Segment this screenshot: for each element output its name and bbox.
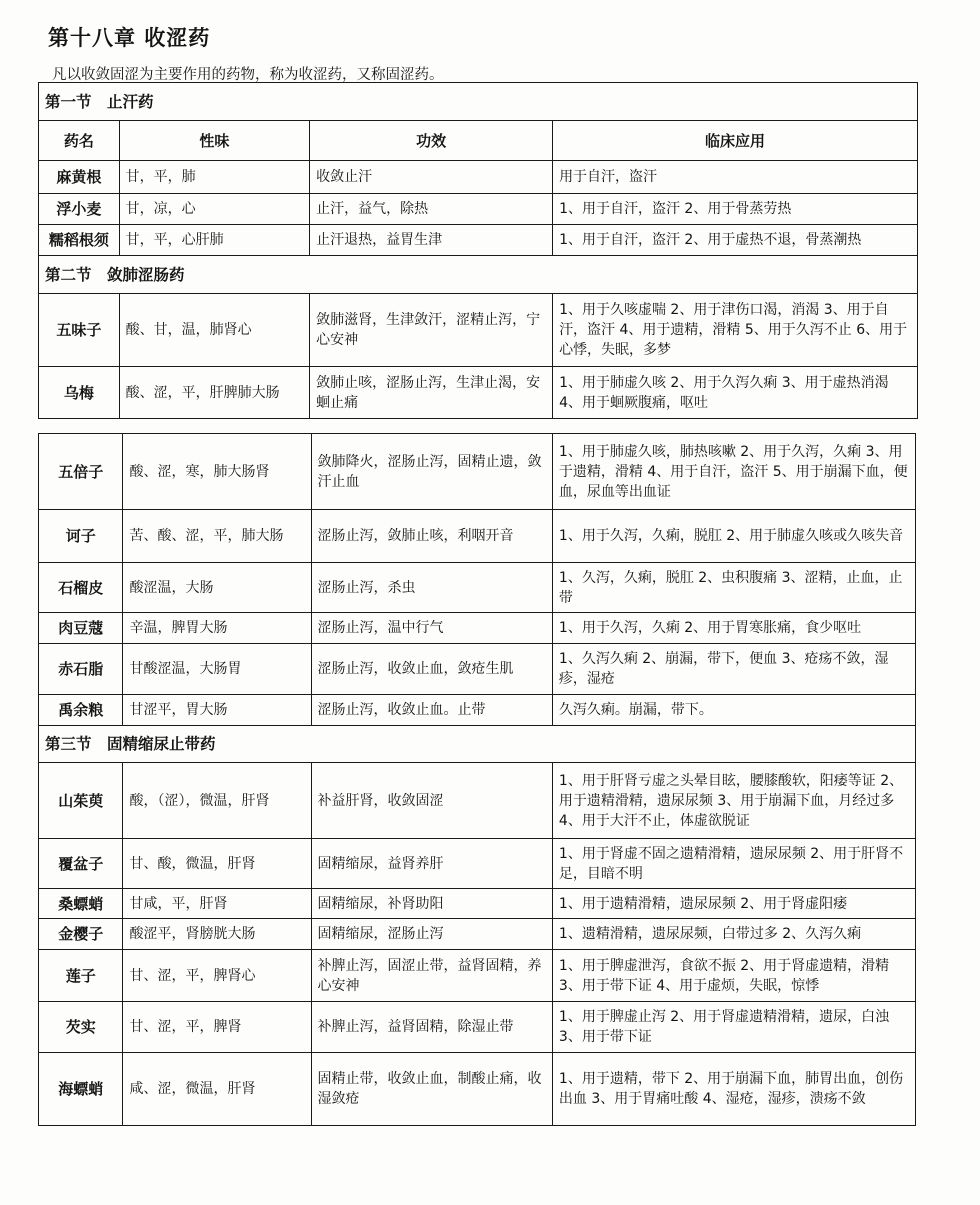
table-row	[39, 763, 916, 839]
herb-usage-text: 1、用于肝肾亏虚之头晕目眩，腰膝酸软，阳痿等证 2、用于遗精滑精，遗尿尿频 3、用于崩漏下血，月经过多 4、用于大汗不止，体虚欲脱证	[558, 772, 904, 829]
herb-nature: 酸，（涩），微温，肝肾	[123, 763, 311, 839]
herb-name: 诃子	[39, 510, 123, 563]
herb-nature: 酸、甘，温，肺肾心	[119, 294, 310, 367]
herb-name: 糯稻根须	[39, 225, 120, 256]
table-row	[39, 695, 916, 726]
table-row	[39, 839, 916, 889]
herb-name: 肉豆蔻	[39, 613, 123, 644]
herb-usage: 1、用于自汗，盗汗 2、用于骨蒸劳热	[553, 194, 918, 225]
table-row	[39, 1053, 916, 1126]
herb-effect: 涩肠止泻，杀虫	[311, 563, 552, 613]
herb-effect: 涩肠止泻，温中行气	[311, 613, 552, 644]
herb-usage: 1、久泻久痢 2、崩漏，带下，便血 3、疮疡不敛，湿疹，湿疮	[552, 644, 915, 695]
section-header-row	[39, 83, 918, 121]
chapter-title: 第十八章 收涩药	[48, 26, 211, 50]
herb-nature: 苦、酸、涩，平，肺大肠	[123, 510, 311, 563]
herb-name: 海螵蛸	[39, 1053, 123, 1126]
herb-usage-text: 1、用于遗精，带下 2、用于崩漏下血，肺胃出血，创伤出血 3、用于胃痛吐酸 4、湿疮，湿疹，溃疡不敛	[558, 1071, 904, 1107]
herb-name: 石榴皮	[39, 563, 123, 613]
column-header-effect: 功效	[310, 121, 553, 161]
herb-name: 赤石脂	[39, 644, 123, 695]
table-row	[39, 225, 918, 256]
herb-usage	[552, 763, 915, 839]
column-header-usage: 临床应用	[553, 121, 918, 161]
herb-effect: 补脾止泻，固涩止带，益肾固精，养心安神	[311, 950, 552, 1002]
herb-name: 五味子	[39, 294, 120, 367]
herb-usage: 1、用于肾虚不固之遗精滑精，遗尿尿频 2、用于肝肾不足，目暗不明	[552, 839, 915, 889]
herb-usage: 1、用于脾虚泄泻，食欲不振 2、用于肾虚遗精，滑精 3、用于带下证 4、用于虚烦，失眠，惊悸	[552, 950, 915, 1002]
herb-name: 浮小麦	[39, 194, 120, 225]
herb-name: 芡实	[39, 1002, 123, 1053]
table-row	[39, 367, 918, 419]
table-row	[39, 644, 916, 695]
herb-effect: 固精止带，收敛止血，制酸止痛，收湿敛疮	[311, 1053, 552, 1126]
herb-effect: 固精缩尿，涩肠止泻	[311, 919, 552, 950]
herb-name: 桑螵蛸	[39, 889, 123, 919]
herb-effect: 敛肺降火，涩肠止泻，固精止遗，敛汗止血	[311, 434, 552, 510]
herb-name: 乌梅	[39, 367, 120, 419]
herb-name: 麻黄根	[39, 161, 120, 194]
herb-effect: 敛肺滋肾，生津敛汗，涩精止泻，宁心安神	[310, 294, 553, 367]
table-row	[39, 613, 916, 644]
herb-nature: 甘、涩，平，脾肾	[123, 1002, 311, 1053]
table-row	[39, 889, 916, 919]
herb-usage-text: 1、用于肺虚久咳，肺热咳嗽 2、用于久泻，久痢 3、用于遗精，滑精 4、用于自汗，盗汗 5、用于崩漏下血，便血，尿血等出血证	[558, 443, 908, 500]
herb-usage	[552, 434, 915, 510]
herb-name: 山茱萸	[39, 763, 123, 839]
herb-effect: 止汗，益气，除热	[310, 194, 553, 225]
column-header-name: 药名	[39, 121, 120, 161]
herb-usage: 1、用于久泻，久痢，脱肛 2、用于肺虚久咳或久咳失音	[552, 510, 915, 563]
herb-usage: 久泻久痢。崩漏，带下。	[552, 695, 915, 726]
herb-nature: 酸涩平，肾膀胱大肠	[123, 919, 311, 950]
herb-usage: 1、用于自汗，盗汗 2、用于虚热不退，骨蒸潮热	[553, 225, 918, 256]
herb-nature: 甘涩平，胃大肠	[123, 695, 311, 726]
herb-nature: 甘、涩，平，脾肾心	[123, 950, 311, 1002]
herb-nature: 酸、涩，平，肝脾肺大肠	[119, 367, 310, 419]
herb-nature: 甘咸，平，肝肾	[123, 889, 311, 919]
section-header-row	[39, 256, 918, 294]
herb-name: 金樱子	[39, 919, 123, 950]
herb-name: 禹余粮	[39, 695, 123, 726]
herb-nature: 酸涩温，大肠	[123, 563, 311, 613]
table-row	[39, 294, 918, 367]
herb-nature: 甘，平，肺	[119, 161, 310, 194]
herb-effect: 止汗退热，益胃生津	[310, 225, 553, 256]
herb-effect: 固精缩尿，补肾助阳	[311, 889, 552, 919]
herb-usage	[553, 294, 918, 367]
herb-nature: 甘，平，心肝肺	[119, 225, 310, 256]
herb-usage: 1、用于久泻，久痢 2、用于胃寒胀痛，食少呕吐	[552, 613, 915, 644]
herb-table-upper	[38, 82, 918, 419]
herb-name: 莲子	[39, 950, 123, 1002]
herb-effect: 固精缩尿，益肾养肝	[311, 839, 552, 889]
table-row	[39, 194, 918, 225]
table-row	[39, 161, 918, 194]
table-row	[39, 434, 916, 510]
section-header-row	[39, 726, 916, 763]
table-row	[39, 1002, 916, 1053]
herb-usage: 1、久泻，久痢，脱肛 2、虫积腹痛 3、涩精，止血，止带	[552, 563, 915, 613]
section-title: 第二节 敛肺涩肠药	[39, 256, 918, 294]
herb-effect: 补脾止泻，益肾固精，除湿止带	[311, 1002, 552, 1053]
table-row	[39, 510, 916, 563]
herb-name: 覆盆子	[39, 839, 123, 889]
table-row	[39, 950, 916, 1002]
herb-usage: 1、遗精滑精，遗尿尿频，白带过多 2、久泻久痢	[552, 919, 915, 950]
section-title: 第一节 止汗药	[39, 83, 918, 121]
herb-effect: 涩肠止泻，收敛止血，敛疮生肌	[311, 644, 552, 695]
section-title: 第三节 固精缩尿止带药	[39, 726, 916, 763]
herb-nature: 甘、酸，微温，肝肾	[123, 839, 311, 889]
herb-effect: 涩肠止泻，收敛止血。止带	[311, 695, 552, 726]
herb-usage	[552, 1053, 915, 1126]
herb-nature: 咸、涩，微温，肝肾	[123, 1053, 311, 1126]
herb-table-lower	[38, 433, 916, 1126]
table-row	[39, 563, 916, 613]
herb-nature: 甘，凉，心	[119, 194, 310, 225]
herb-usage: 用于自汗，盗汗	[553, 161, 918, 194]
column-header-nature: 性味	[119, 121, 310, 161]
herb-name: 五倍子	[39, 434, 123, 510]
herb-usage: 1、用于遗精滑精，遗尿尿频 2、用于肾虚阳痿	[552, 889, 915, 919]
herb-effect: 收敛止汗	[310, 161, 553, 194]
herb-effect: 补益肝肾，收敛固涩	[311, 763, 552, 839]
herb-usage: 1、用于脾虚止泻 2、用于肾虚遗精滑精，遗尿，白浊 3、用于带下证	[552, 1002, 915, 1053]
herb-nature: 辛温，脾胃大肠	[123, 613, 311, 644]
herb-usage-text: 1、用于久咳虚喘 2、用于津伤口渴，消渴 3、用于自汗，盗汗 4、用于遗精，滑精 5、用于久泻不止 6、用于心悸，失眠，多梦	[559, 302, 908, 358]
herb-nature: 酸、涩，寒，肺大肠肾	[123, 434, 311, 510]
column-header-row	[39, 121, 918, 161]
herb-usage: 1、用于肺虚久咳 2、用于久泻久痢 3、用于虚热消渴 4、用于蛔厥腹痛，呕吐	[553, 367, 918, 419]
herb-effect: 涩肠止泻，敛肺止咳，利咽开音	[311, 510, 552, 563]
herb-nature: 甘酸涩温，大肠胃	[123, 644, 311, 695]
table-row	[39, 919, 916, 950]
chapter-intro: 凡以收敛固涩为主要作用的药物，称为收涩药，又称固涩药。	[52, 67, 444, 83]
herb-effect: 敛肺止咳，涩肠止泻，生津止渴，安蛔止痛	[310, 367, 553, 419]
